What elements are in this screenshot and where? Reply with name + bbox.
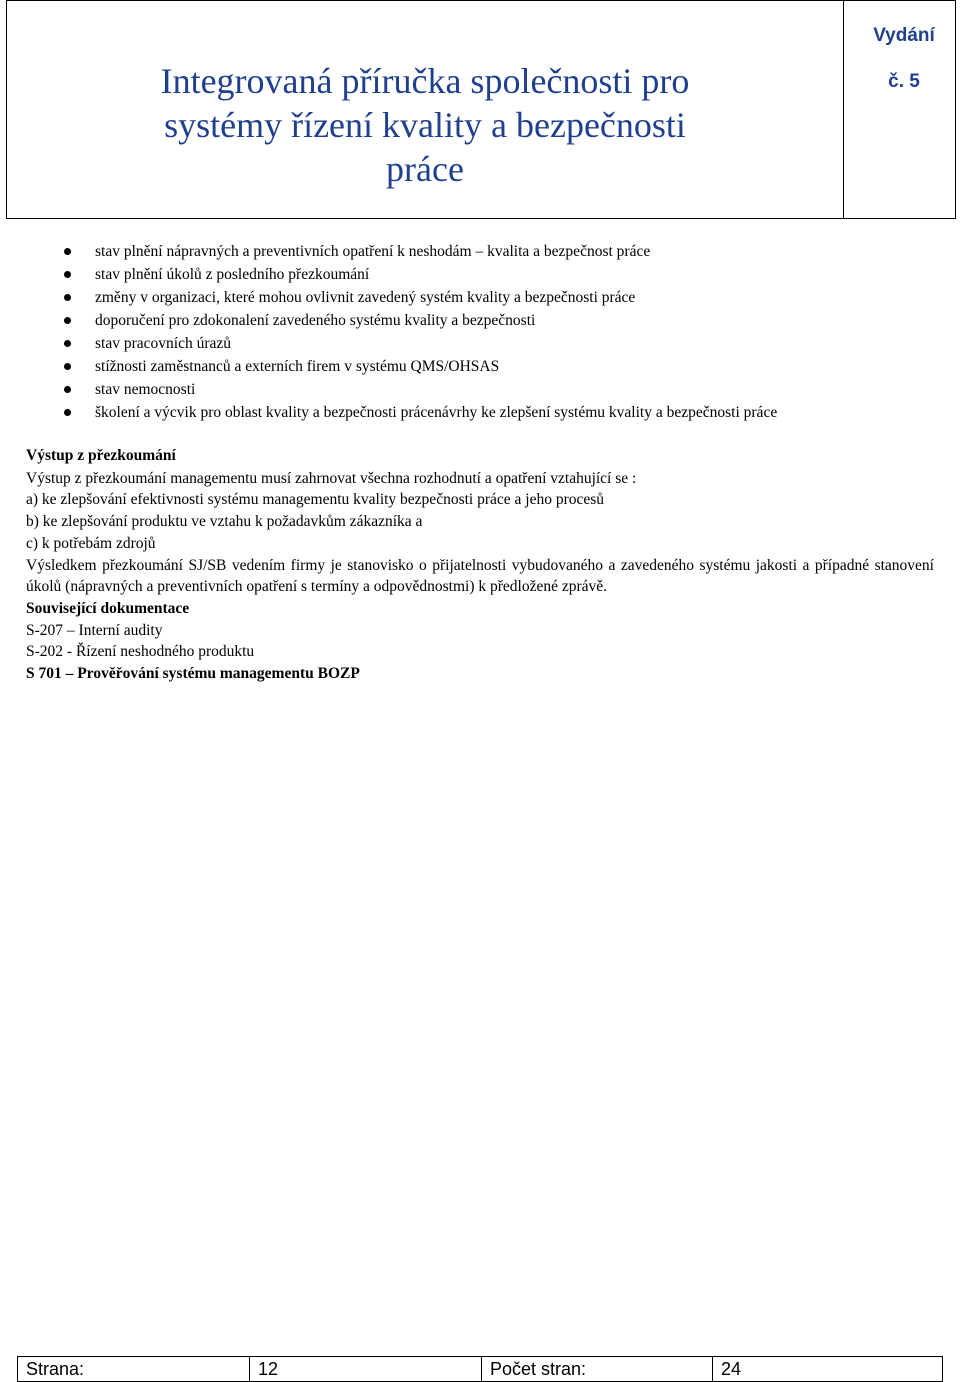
list-item-text: školení a výcvik pro oblast kvality a bezpečnosti prácenávrhy ke zlepšení systému kvality a bezpečnosti práce (95, 404, 778, 421)
page-footer (17, 1356, 943, 1382)
bullet-icon (64, 294, 71, 301)
list-item (0, 309, 960, 332)
list-item (0, 286, 960, 309)
header-divider (843, 1, 844, 218)
page-number: 12 (250, 1357, 482, 1381)
list-item-text: stav plnění úkolů z posledního přezkoumání (95, 266, 370, 283)
related-doc-link: S-207 – Interní audity (26, 621, 163, 639)
document-header (6, 0, 956, 219)
list-item (0, 378, 960, 401)
bullet-icon (64, 248, 71, 255)
bullet-icon (64, 409, 71, 416)
bullet-icon (64, 363, 71, 370)
list-item (0, 401, 960, 424)
list-item (0, 355, 960, 378)
document-title (7, 59, 843, 191)
output-heading: Výstup z přezkoumání (26, 447, 176, 464)
edition-box (845, 23, 960, 95)
page-label: Strana: (18, 1357, 250, 1381)
edition-label: Vydání (873, 25, 935, 46)
related-doc-link: S-202 - Řízení neshodného produktu (26, 643, 255, 661)
related-doc-link: S 701 – Prověřování systému managementu BOZP (26, 665, 360, 683)
list-item-text: stav plnění nápravných a preventivních opatření k neshodám – kvalita a bezpečnost práce (95, 243, 651, 260)
list-item-text: stav pracovních úrazů (95, 335, 231, 352)
result-paragraph: Výsledkem přezkoumání SJ/SB vedením firmy je stanovisko o přijatelnosti vybudovaného a zavedeného systému jakosti a případné stanovení úkolů (nápravných a preventivních opatření s termíny a odpovědnostmi) k předložené zprávě. (26, 556, 934, 596)
title-line: Integrovaná příručka společnosti pro (160, 61, 690, 101)
output-line: Výstup z přezkoumání managementu musí zahrnovat všechna rozhodnutí a opatření vztahující se : (26, 469, 637, 487)
list-item-text: stav nemocnosti (95, 381, 196, 398)
list-item-text: doporučení pro zdokonalení zavedeného systému kvality a bezpečnosti (95, 312, 536, 329)
list-item (0, 263, 960, 286)
review-inputs-list (0, 240, 960, 424)
bullet-icon (64, 271, 71, 278)
list-item (0, 332, 960, 355)
bullet-icon (64, 386, 71, 393)
related-docs-heading: Související dokumentace (26, 599, 190, 617)
output-line: c) k potřebám zdrojů (26, 534, 156, 552)
list-item-text: stížnosti zaměstnanců a externích firem v systému QMS/OHSAS (95, 358, 500, 375)
list-item-text: změny v organizaci, které mohou ovlivnit zavedený systém kvality a bezpečnosti práce (95, 289, 636, 306)
title-line: práce (386, 149, 464, 189)
document-body (26, 445, 934, 685)
edition-number: č. 5 (888, 71, 920, 92)
bullet-icon (64, 340, 71, 347)
total-pages-label: Počet stran: (482, 1357, 713, 1381)
list-item (0, 240, 960, 263)
total-pages: 24 (721, 1359, 742, 1379)
output-line: a) ke zlepšování efektivnosti systému managementu kvality bezpečnosti práce a jeho procesů (26, 491, 605, 509)
title-line: systémy řízení kvality a bezpečnosti (164, 105, 686, 145)
output-line: b) ke zlepšování produktu ve vztahu k požadavkům zákazníka a (26, 513, 423, 531)
bullet-icon (64, 317, 71, 324)
